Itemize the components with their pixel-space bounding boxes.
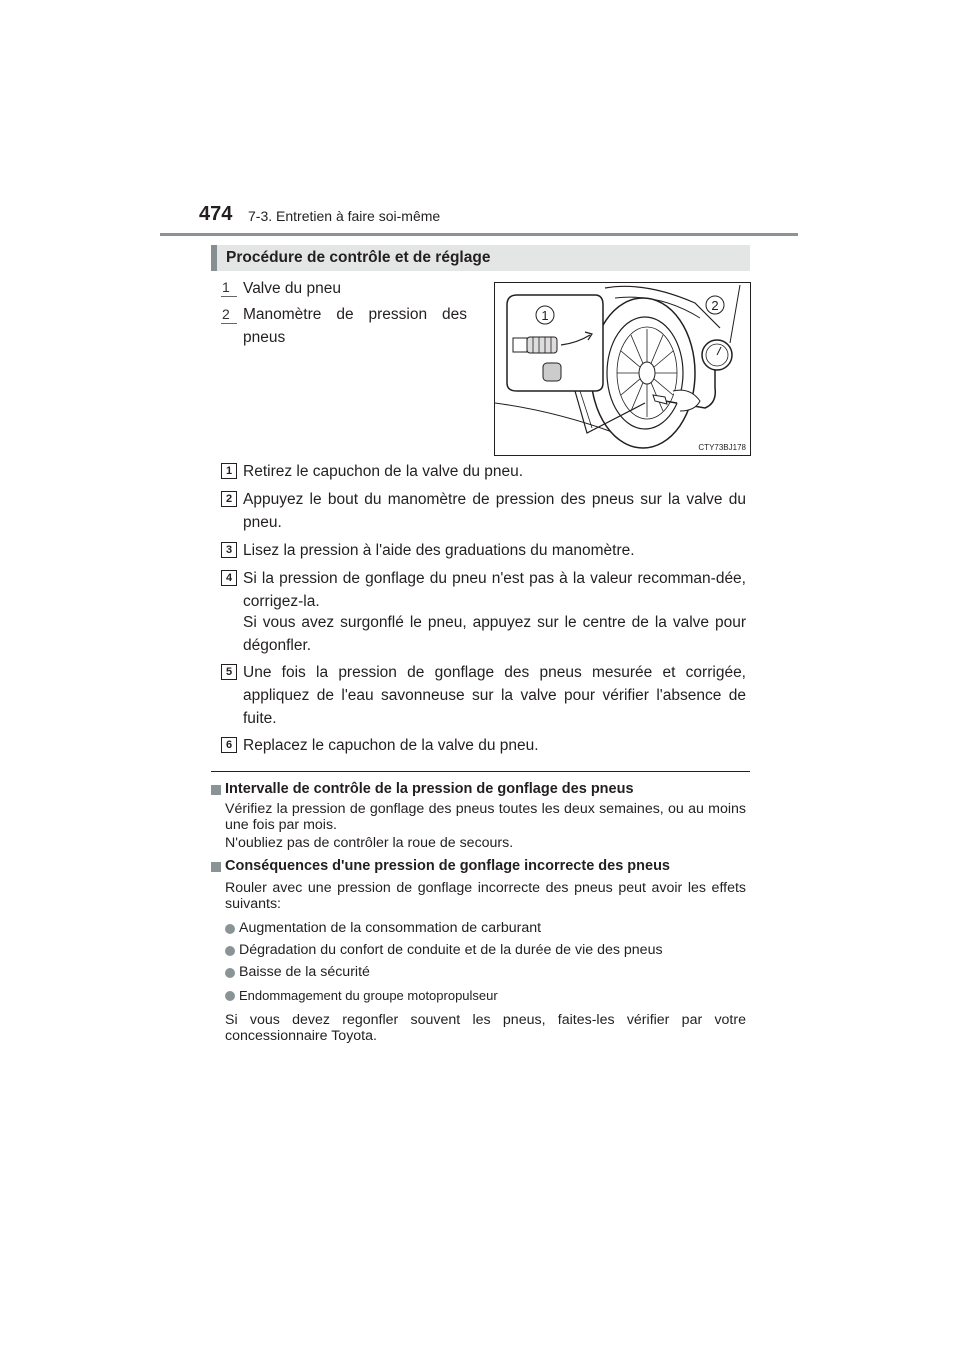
- bullet-dot-icon: [225, 946, 235, 956]
- note-interval-spare: N'oubliez pas de contrôler la roue de secours.: [225, 835, 514, 851]
- bullet-dot-icon: [225, 968, 235, 978]
- step-number-3: 3: [221, 542, 237, 558]
- step-text-6: Replacez le capuchon de la valve du pneu.: [243, 737, 539, 754]
- illustration-callout-1: 1: [541, 308, 549, 323]
- note-heading-consequences: Conséquences d'une pression de gonflage incorrecte des pneus: [225, 858, 670, 874]
- step-number-5: 5: [221, 664, 237, 680]
- tire-valve-gauge-drawing: [495, 283, 750, 455]
- bullet-item-fuel: Augmentation de la consommation de carburant: [239, 920, 542, 936]
- note-consequences-outro: Si vous devez regonfler souvent les pneus, faites-les vérifier par votre concessionnaire Toyota.: [225, 1012, 746, 1044]
- note-interval-text: Vérifiez la pression de gonflage des pneus toutes les deux semaines, ou au moins une fois par mois.: [225, 801, 746, 833]
- legend-text-1: Valve du pneu: [243, 280, 341, 297]
- step-text-5: Une fois la pression de gonflage des pneus mesurée et corrigée, appliquez de l'eau savonneuse sur la valve pour vérifier l'absence de fuite.: [243, 664, 746, 727]
- note-heading-interval: Intervalle de contrôle de la pression de gonflage des pneus: [225, 781, 634, 797]
- bullet-item-powertrain: Endommagement du groupe motopropulseur: [239, 988, 498, 1003]
- page-number: 474: [199, 203, 233, 225]
- step-number-2: 2: [221, 491, 237, 507]
- step-text-2: Appuyez le bout du manomètre de pression des pneus sur la valve du pneu.: [243, 491, 746, 531]
- step-number-1: 1: [221, 463, 237, 479]
- bullet-item-comfort: Dégradation du confort de conduite et de la durée de vie des pneus: [239, 942, 663, 958]
- legend-number-1: 1: [222, 279, 236, 298]
- step-number-4: 4: [221, 570, 237, 586]
- step-number-6: 6: [221, 737, 237, 753]
- section-header: [211, 245, 750, 271]
- notes-divider: [211, 771, 750, 772]
- step-text-3: Lisez la pression à l'aide des graduations du manomètre.: [243, 542, 635, 559]
- illustration-code: CTY73BJ178: [698, 443, 746, 452]
- tire-pressure-illustration: [494, 282, 751, 456]
- bullet-dot-icon: [225, 991, 235, 1001]
- legend-number-2: 2: [222, 306, 236, 325]
- legend-text-2: Manomètre de pression des pneus: [243, 306, 467, 346]
- header-rule: [160, 233, 798, 236]
- bullet-item-safety: Baisse de la sécurité: [239, 964, 370, 980]
- note-square-icon: [211, 862, 221, 872]
- illustration-callout-2: 2: [711, 298, 719, 313]
- note-consequences-intro: Rouler avec une pression de gonflage incorrecte des pneus peut avoir les effets suivants:: [225, 880, 746, 912]
- step-text-4-extra: Si vous avez surgonflé le pneu, appuyez sur le centre de la valve pour dégonfler.: [243, 614, 746, 654]
- step-text-4: Si la pression de gonflage du pneu n'est pas à la valeur recomman-dée, corrigez-la.: [243, 570, 746, 610]
- note-square-icon: [211, 785, 221, 795]
- step-text-1: Retirez le capuchon de la valve du pneu.: [243, 463, 524, 480]
- chapter-title: 7-3. Entretien à faire soi-même: [248, 208, 441, 224]
- section-title: Procédure de contrôle et de réglage: [226, 249, 491, 266]
- bullet-dot-icon: [225, 924, 235, 934]
